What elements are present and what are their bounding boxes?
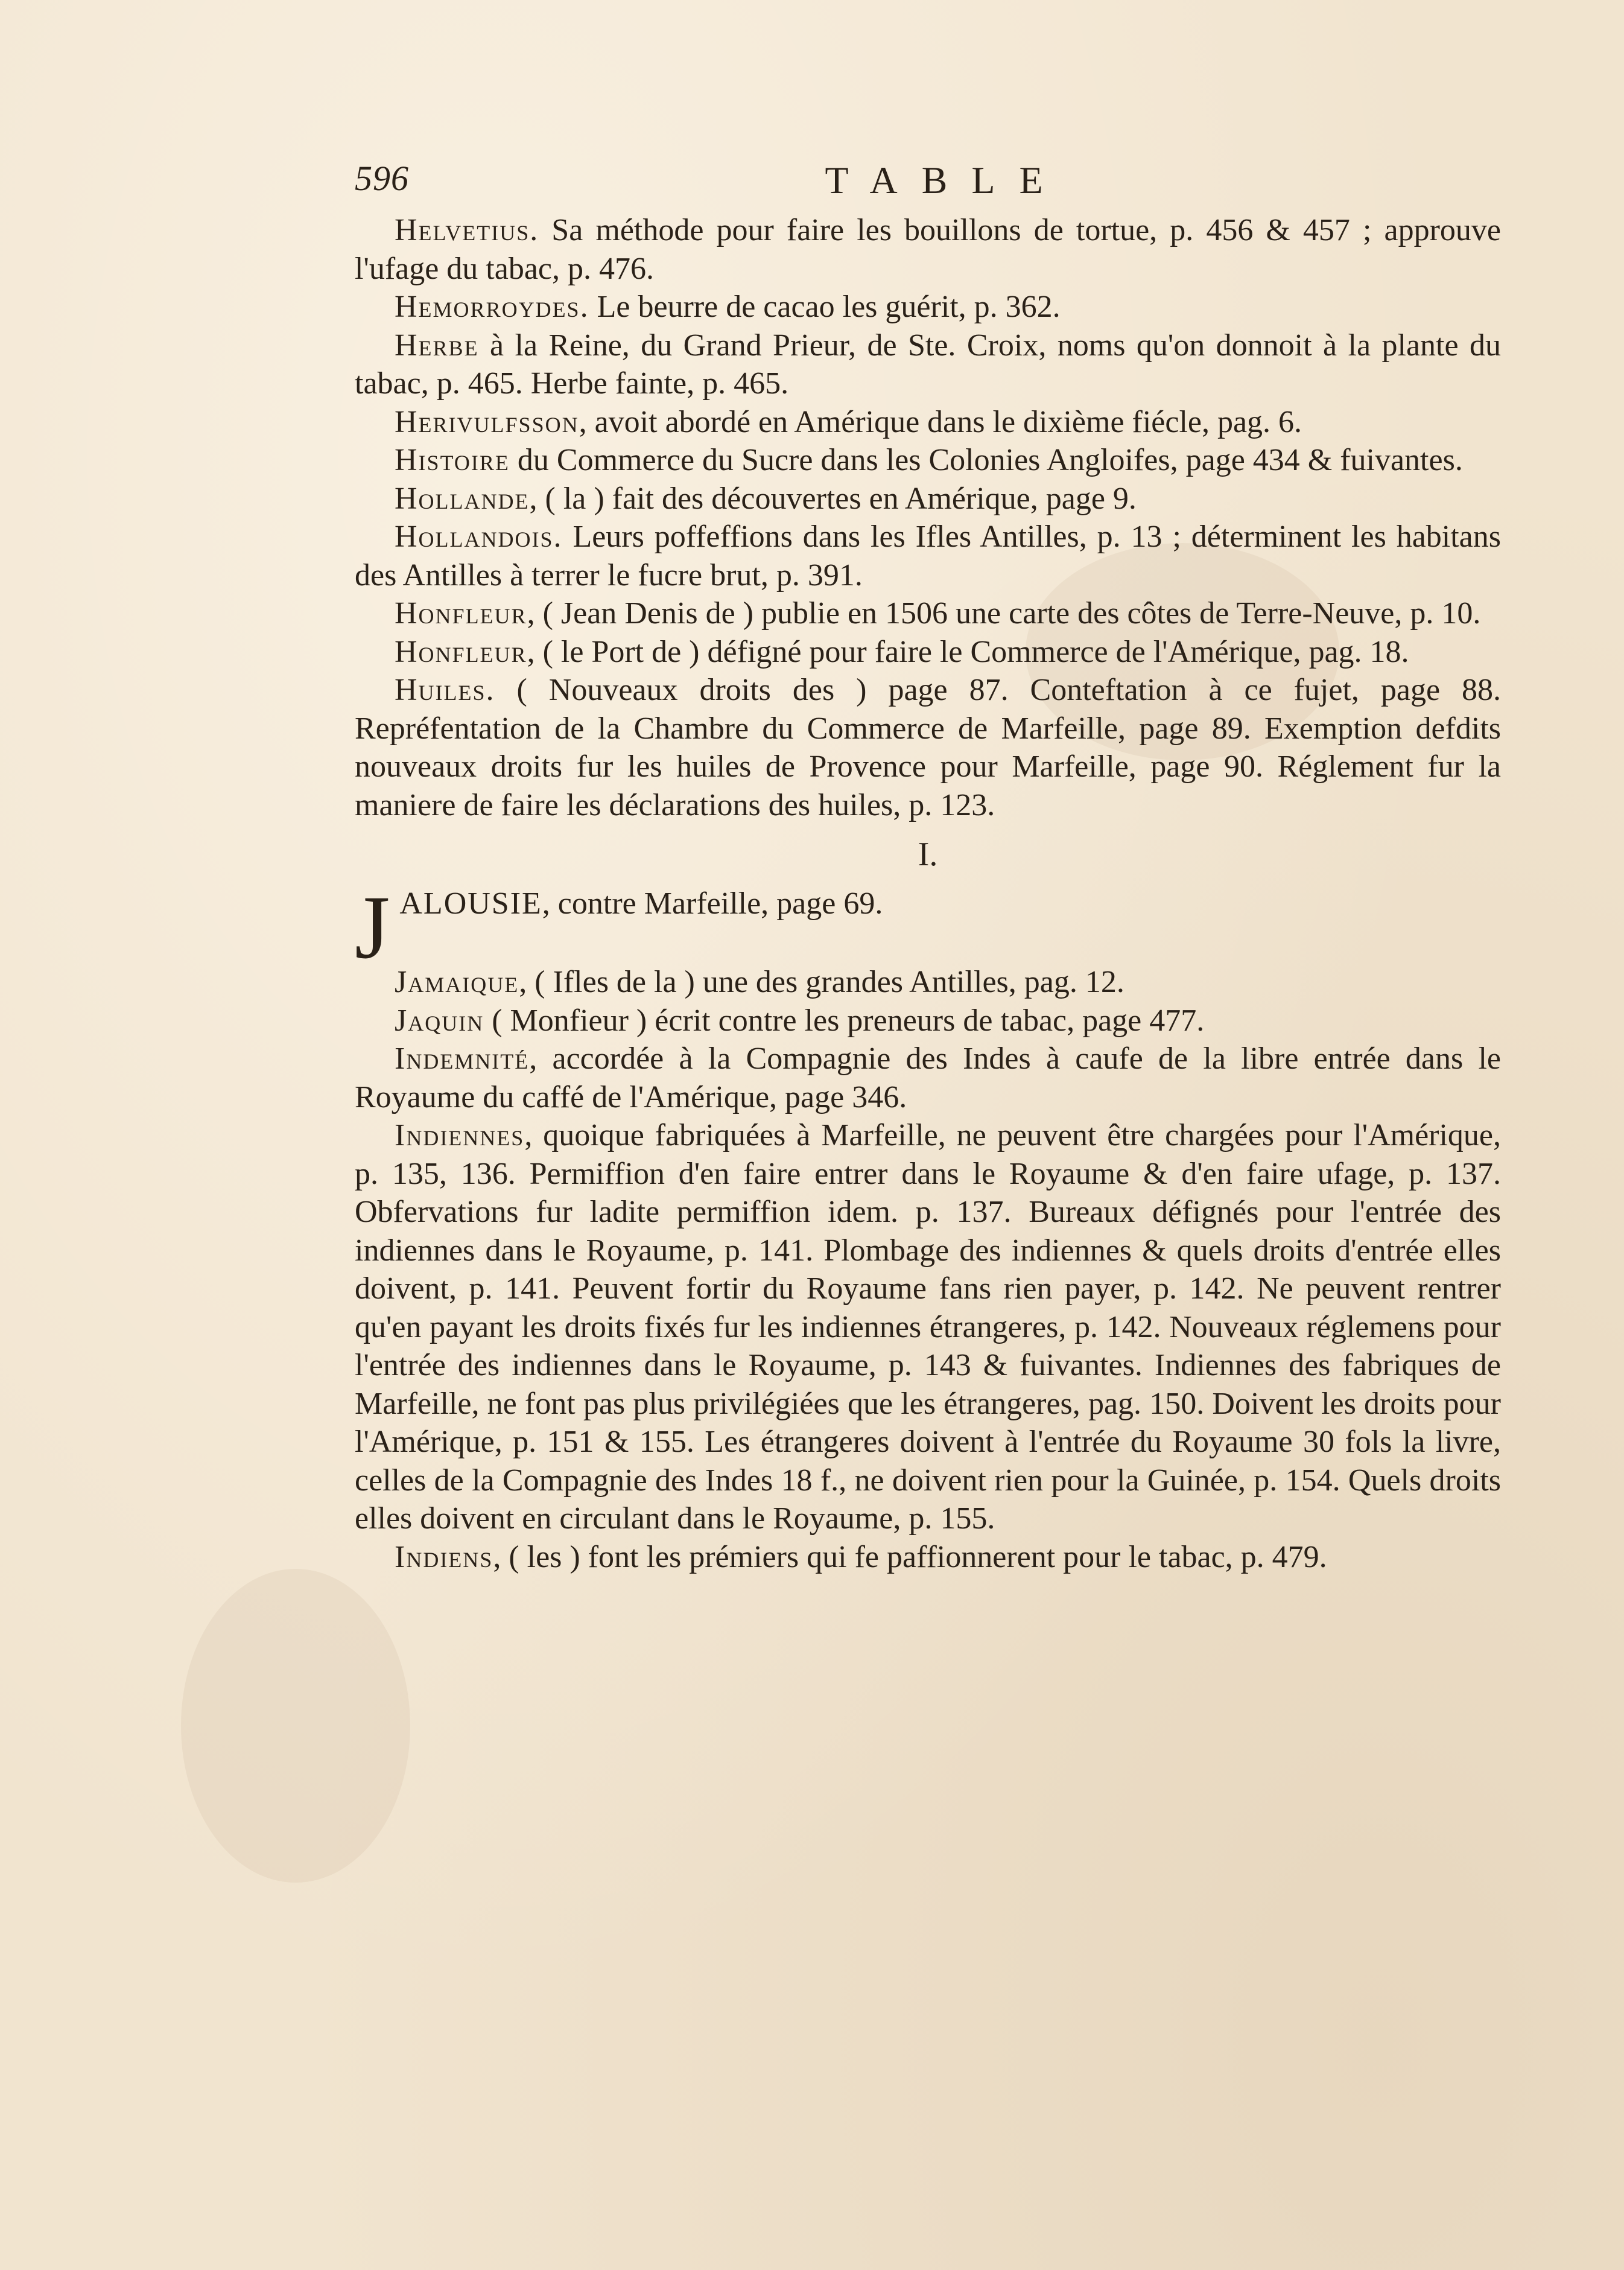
index-entry (355, 633, 1501, 672)
drop-cap: J (355, 877, 390, 978)
entry-headword: Herivulfsson (395, 404, 579, 439)
entry-headword: Indiens (395, 1539, 493, 1574)
entry-text: , ( Jean Denis de ) publie en 1506 une carte des côtes de Terre-Neuve, p. 10. (527, 596, 1481, 631)
entry-headword: Huiles. (395, 673, 495, 707)
index-entry (355, 1040, 1501, 1116)
index-entry (355, 671, 1501, 824)
section-letter: I. (918, 836, 938, 873)
index-entry (355, 326, 1501, 403)
index-entry-first (355, 877, 1501, 978)
entry-headword: Hemorroydes. (395, 290, 589, 324)
index-entry (355, 1002, 1501, 1040)
entry-headword: Honfleur (395, 596, 527, 631)
entry-text: Leurs poffeffions dans les Ifles Antilles, p. 13 ; déterminent les habitans des Antilles à terrer le fucre brut, p. 391. (355, 520, 1501, 593)
index-entry (355, 288, 1501, 326)
entry-headword: Hollande (395, 481, 530, 516)
entry-headword: Herbe (395, 328, 479, 363)
entry-headword: Indiennes (395, 1118, 525, 1152)
index-entry (355, 441, 1501, 480)
entry-text: , ( les ) font les prémiers qui fe paffionnerent pour le tabac, p. 479. (493, 1539, 1327, 1574)
index-body (355, 211, 1501, 1576)
entry-text: Sa méthode pour faire les bouillons de tortue, p. 456 & 457 ; approuve l'ufage du tabac, p. 476. (355, 213, 1501, 286)
running-title: TABLE (825, 159, 1067, 202)
page-header (355, 158, 1525, 206)
entry-headword: Jaquin (395, 1003, 484, 1038)
entry-headword: ALOUSIE (399, 886, 542, 921)
index-entry (355, 963, 1501, 1002)
entry-text: , ( le Port de ) défigné pour faire le Commerce de l'Amérique, pag. 18. (527, 634, 1409, 669)
page-number: 596 (355, 159, 409, 198)
index-entry (355, 1538, 1501, 1577)
entry-text: , contre Marfeille, page 69. (542, 886, 883, 921)
index-entry (355, 518, 1501, 594)
entry-text: à la Reine, du Grand Prieur, de Ste. Croix, noms qu'on donnoit à la plante du tabac, p. 465. Herbe fainte, p. 465. (355, 328, 1501, 401)
entry-text: ( Nouveaux droits des ) page 87. Conteftation à ce fujet, page 88. Repréfentation de la Chambre du Commerce de Marfeille, page 89. Exemption defdits nouveaux droits fur les huiles de Provence pour Marfeille, page 90. Réglement fur la maniere de faire les déclarations des huiles, p. 123. (355, 673, 1501, 822)
entry-text: , quoique fabriquées à Marfeille, ne peuvent être chargées pour l'Amérique, p. 135, 136. Permiffion d'en faire entrer dans le Royaume & d'en faire ufage, p. 137. Obfervations fur ladite permiffion idem. p. 137. Bureaux défignés pour l'entrée des indiennes dans le Royaume, p. 141. Plombage des indiennes & quels droits d'entrée elles doivent, p. 141. Peuvent fortir du Royaume fans rien payer, p. 142. Ne peuvent rentrer qu'en payant les droits fixés fur les indiennes étrangeres, p. 142. Nouveaux réglemens pour l'entrée des indiennes dans le Royaume, p. 143 & fuivantes. Indiennes des fabriques de Marfeille, ne font pas plus privilégiées que les étrangeres, pag. 150. Doivent les droits pour l'Amérique, p. 151 & 155. Les étrangeres doivent à l'entrée du Royaume 30 fols la livre, celles de la Compagnie des Indes 18 f., ne doivent rien pour la Guinée, p. 154. Quels droits elles doivent en circulant dans le Royaume, p. 155. (355, 1118, 1501, 1536)
entry-headword: Histoire (395, 443, 510, 477)
entry-text: ( Monfieur ) écrit contre les preneurs de tabac, page 477. (484, 1003, 1205, 1038)
index-entry (355, 480, 1501, 518)
entry-text: Le beurre de cacao les guérit, p. 362. (589, 290, 1061, 324)
entry-text: , ( Ifles de la ) une des grandes Antilles, pag. 12. (519, 965, 1124, 999)
entry-headword: Indemnité (395, 1041, 530, 1076)
index-entry (355, 211, 1501, 288)
entry-text: , avoit abordé en Amérique dans le dixième fiécle, pag. 6. (579, 404, 1302, 439)
entry-text: , ( la ) fait des découvertes en Amérique, page 9. (529, 481, 1137, 516)
index-entry (355, 403, 1501, 442)
entry-text: , accordée à la Compagnie des Indes à caufe de la libre entrée dans le Royaume du caffé de l'Amérique, page 346. (355, 1041, 1501, 1114)
paper-stain (181, 1569, 410, 1883)
entry-headword: Hollandois. (395, 520, 563, 554)
index-entry (355, 594, 1501, 633)
entry-text: du Commerce du Sucre dans les Colonies Angloifes, page 434 & fuivantes. (509, 443, 1463, 477)
entry-headword: Honfleur (395, 634, 527, 669)
index-entry (355, 1116, 1501, 1538)
entry-headword: Jamaique (395, 965, 519, 999)
entry-headword: Helvetius. (395, 213, 539, 247)
